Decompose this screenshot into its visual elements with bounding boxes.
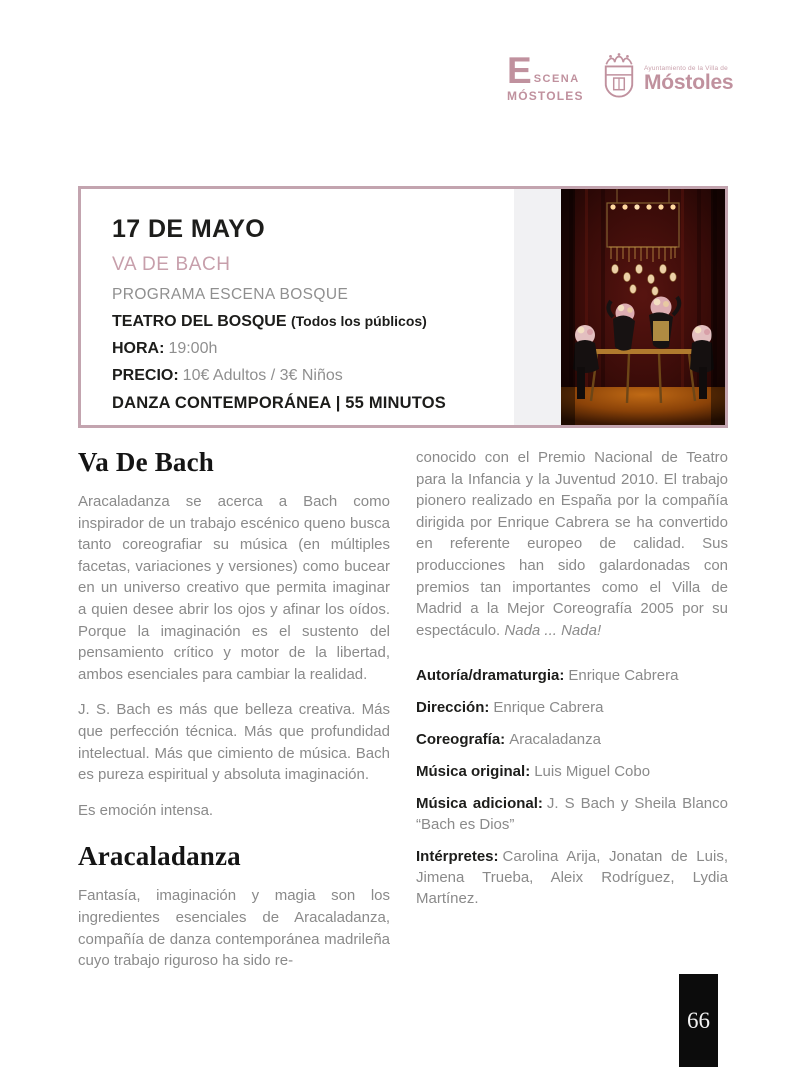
article-left-column (78, 447, 390, 986)
paragraph-3: Es emoción intensa. (78, 801, 214, 819)
paragraph-5-text: conocido con el Premio Nacional de Teatro para la Infancia y la Juventud 2010. El trabajo pionero realizado en España por la compañía dirigida por Enrique Cabrera se ha convertido en referente europeo de calidad. Sus producciones han sido galardonadas con premios tan importantes como el Villa de Madrid a la Mejor Coreografía 2005 por su espectáculo. (416, 449, 728, 639)
credit-value: Enrique Cabrera (568, 667, 679, 685)
event-time-value: 19:00h (168, 340, 218, 357)
event-venue (112, 313, 504, 331)
paragraph-2: J. S. Bach es más que belleza creativa. Más que perfección técnica. Más que profundidad intelectual. Más que cimiento de música. Bach es pureza espiritual y absoluta imaginación. (78, 701, 390, 784)
credits-list (416, 665, 728, 909)
paragraph-1: Aracaladanza se acerca a Bach como inspirador de un trabajo escénico queno busca tanto coreografiar su música (en múltiples facetas, variaciones y versiones) como bucear en un universo creativo que permita imaginar a quien desee abrir los ojos y afinar los oídos. Porque la imaginación es el sustento del pensamiento crítico y motor de la libertad, ambos esenciales para cambiar la realidad. (78, 493, 390, 683)
ayuntamiento-small-text: Ayuntamiento de la Villa de (644, 64, 728, 72)
credit-value: Carolina Arija, Jonatan de Luis, Jimena Trueba, Aleix Rodríguez, Lydia Martínez. (416, 848, 728, 908)
ayuntamiento-logo-text (644, 65, 733, 94)
event-price-value: 10€ Adultos / 3€ Niños (182, 367, 343, 384)
escena-logo-top (507, 50, 584, 91)
credit-row-musica-original (416, 761, 728, 782)
credit-row-coreografia (416, 729, 728, 750)
event-title: VA DE BACH (112, 254, 231, 275)
credit-label: Autoría/dramaturgia: (416, 667, 565, 685)
escena-mostoles-logo (507, 50, 584, 103)
credit-row-interpretes (416, 846, 728, 909)
credit-row-direccion (416, 697, 728, 718)
event-info-box (78, 186, 728, 428)
event-price-label: PRECIO: (112, 367, 179, 384)
escena-scena-text: SCENA (533, 72, 580, 85)
event-box-gray-strip (514, 189, 561, 425)
event-time-line (112, 340, 504, 358)
event-time-label: HORA: (112, 340, 165, 357)
event-venue-note: (Todos los públicos) (290, 313, 427, 329)
paragraph-5 (416, 447, 728, 641)
credit-label: Dirección: (416, 699, 490, 717)
escena-big-e: E (507, 50, 532, 91)
paragraph-5-italic: Nada ... Nada! (504, 621, 602, 639)
escena-mostoles-text: MÓSTOLES (507, 88, 584, 103)
event-venue-name: TEATRO DEL BOSQUE (112, 313, 287, 330)
page-number-badge (679, 974, 718, 1067)
credit-value: Luis Miguel Cobo (534, 763, 651, 781)
heading-aracaladanza: Aracaladanza (78, 841, 241, 872)
page-number: 66 (687, 1007, 710, 1033)
credit-value: Aracaladanza (509, 731, 601, 749)
shield-icon (601, 52, 637, 107)
paragraph-4: Fantasía, imaginación y magia son los ingredientes esenciales de Aracaladanza, compañía de danza contemporánea madrileña cuyo trabajo riguroso ha sido re- (78, 887, 390, 970)
credit-label: Música adicional: (416, 795, 543, 813)
event-program: PROGRAMA ESCENA BOSQUE (112, 286, 349, 303)
event-photo (561, 189, 725, 425)
credit-row-autoria (416, 665, 728, 686)
event-genre-duration: DANZA CONTEMPORÁNEA | 55 MINUTOS (112, 394, 447, 412)
event-details (81, 189, 514, 425)
ayuntamiento-logo (601, 52, 733, 107)
credit-label: Intérpretes: (416, 848, 499, 866)
event-date: 17 DE MAYO (112, 215, 266, 243)
credit-value: Enrique Cabrera (493, 699, 604, 717)
ayuntamiento-name: Móstoles (644, 70, 734, 94)
event-price-line (112, 367, 504, 385)
credit-value: J. S Bach y Sheila Blanco “Bach es Dios” (416, 795, 728, 834)
article (78, 447, 728, 986)
heading-va-de-bach: Va De Bach (78, 447, 215, 477)
credit-label: Música original: (416, 763, 531, 781)
credit-row-musica-adicional (416, 793, 728, 835)
credit-label: Coreografía: (416, 731, 506, 749)
article-right-column (416, 447, 728, 986)
